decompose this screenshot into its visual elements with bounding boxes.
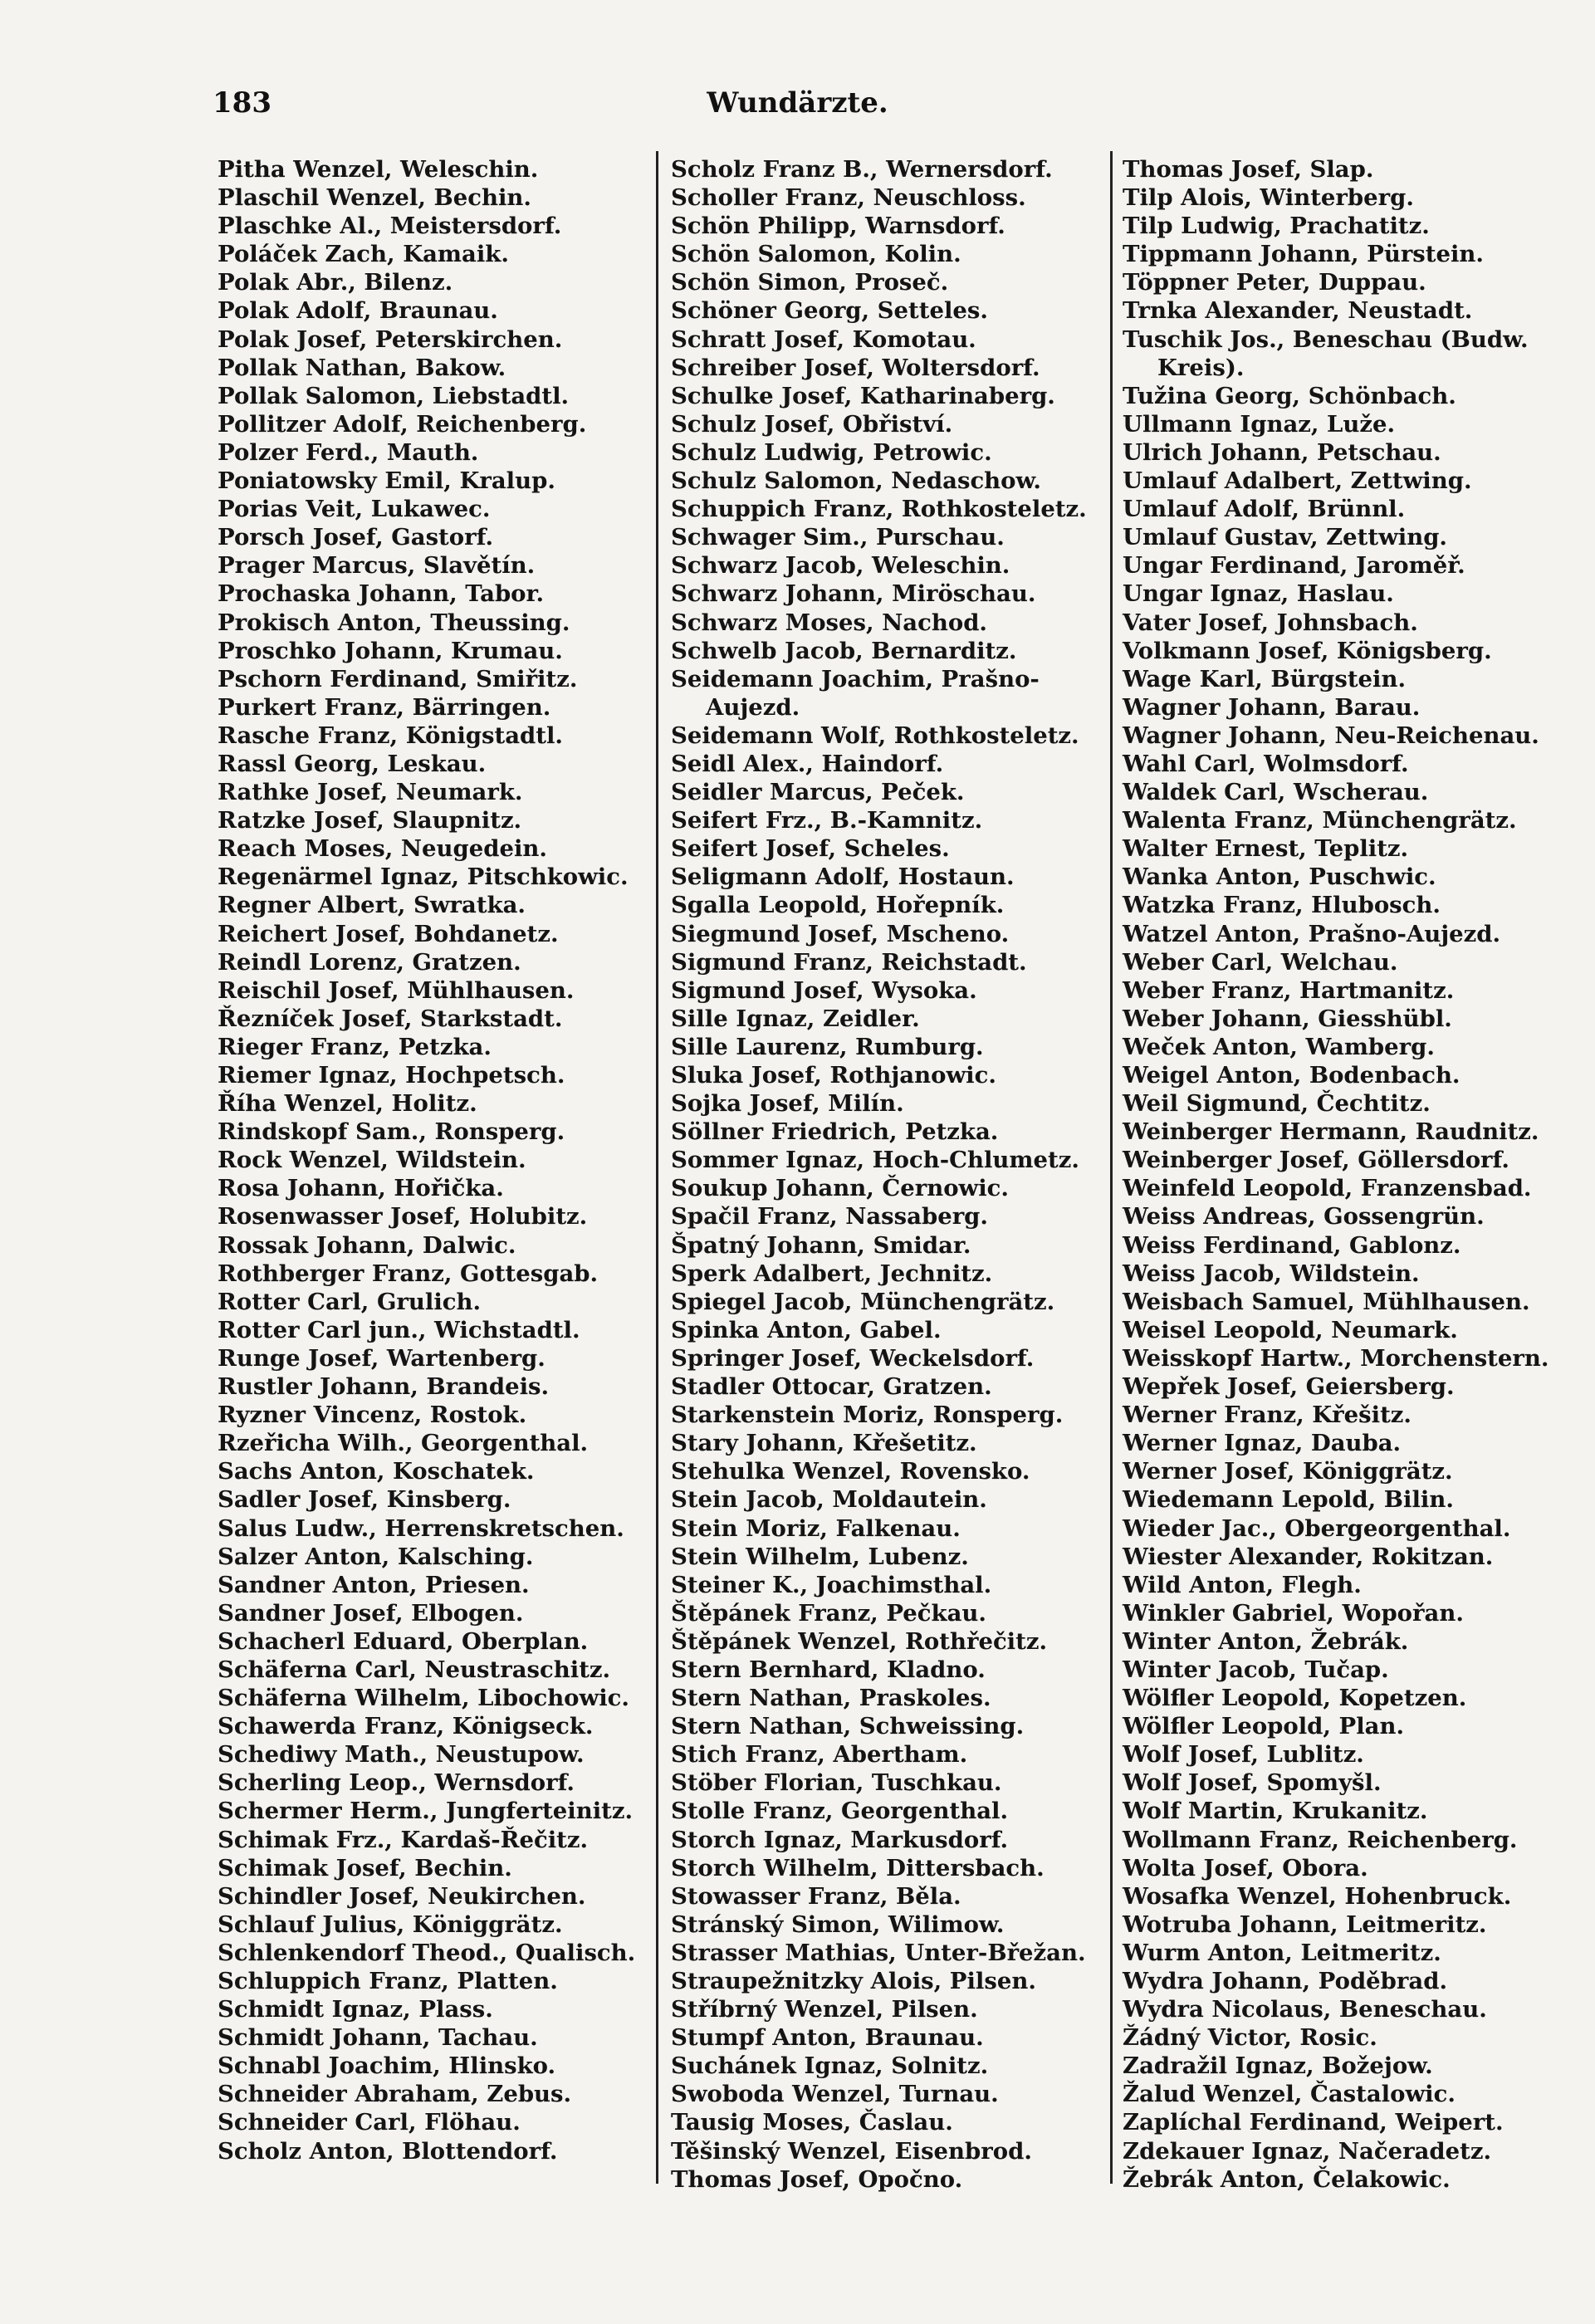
directory-entry: Thomas Josef, Opočno.: [671, 2165, 963, 2193]
directory-entry: Wolf Josef, Spomyšl.: [1123, 1769, 1382, 1797]
directory-entry: Žádný Victor, Rosic.: [1123, 2024, 1377, 2052]
directory-entry: Schäferna Wilhelm, Libochowic.: [218, 1685, 629, 1712]
directory-entry: Storch Ignaz, Markusdorf.: [671, 1826, 1009, 1853]
directory-entry: Scholz Anton, Blottendorf.: [218, 2137, 558, 2165]
directory-entry: Porsch Josef, Gastorf.: [218, 524, 494, 551]
directory-entry: Schneider Abraham, Zebus.: [218, 2081, 572, 2108]
directory-entry: Schlauf Julius, Königgrätz.: [218, 1911, 563, 1938]
directory-entry: Wiedemann Lepold, Bilin.: [1123, 1486, 1454, 1514]
directory-entry: Wepřek Josef, Geiersberg.: [1123, 1373, 1455, 1401]
directory-entry: Pollitzer Adolf, Reichenberg.: [218, 410, 587, 438]
directory-entry: Reischil Josef, Mühlhausen.: [218, 976, 575, 1004]
directory-entry: Spiegel Jacob, Münchengrätz.: [671, 1288, 1055, 1315]
directory-entry: Scholz Franz B., Wernersdorf.: [671, 156, 1053, 183]
directory-entry: Sperk Adalbert, Jechnitz.: [671, 1260, 993, 1287]
directory-entry: Sigmund Josef, Wysoka.: [671, 976, 977, 1004]
directory-entry: Zaplíchal Ferdinand, Weipert.: [1123, 2109, 1504, 2136]
directory-entry: Sommer Ignaz, Hoch-Chlumetz.: [671, 1147, 1079, 1174]
directory-entry: Schwarz Johann, Miröschau.: [671, 580, 1036, 608]
directory-entry: Stein Jacob, Moldautein.: [671, 1486, 987, 1514]
directory-entry: Prokisch Anton, Theussing.: [218, 609, 570, 636]
directory-entry: Wolta Josef, Obora.: [1123, 1854, 1368, 1881]
directory-entry: Ulrich Johann, Petschau.: [1123, 438, 1441, 466]
directory-entry: Winter Anton, Žebrák.: [1123, 1627, 1409, 1655]
directory-entry: Stumpf Anton, Braunau.: [671, 2024, 984, 2052]
directory-entry: Schulke Josef, Katharinaberg.: [671, 382, 1055, 409]
directory-entry: Říha Wenzel, Holitz.: [218, 1090, 477, 1118]
directory-entry: Wahl Carl, Wolmsdorf.: [1123, 750, 1409, 777]
directory-entry: Prochaska Johann, Tabor.: [218, 580, 545, 608]
directory-entry: Rock Wenzel, Wildstein.: [218, 1147, 526, 1174]
directory-entry: Tippmann Johann, Pürstein.: [1123, 241, 1485, 268]
directory-entry: Sojka Josef, Milín.: [671, 1090, 904, 1118]
directory-entry: Sadler Josef, Kinsberg.: [218, 1486, 511, 1514]
directory-entry: Stern Nathan, Praskoles.: [671, 1685, 991, 1712]
directory-entry: Schacherl Eduard, Oberplan.: [218, 1627, 589, 1655]
directory-entry: Siegmund Josef, Mscheno.: [671, 920, 1010, 947]
directory-entry: Polzer Ferd., Mauth.: [218, 438, 479, 466]
directory-entry: Polak Josef, Peterskirchen.: [218, 325, 563, 353]
directory-entry: Wollmann Franz, Reichenberg.: [1123, 1826, 1518, 1853]
directory-entry: Seifert Josef, Scheles.: [671, 835, 950, 863]
directory-entry: Wölfler Leopold, Plan.: [1123, 1713, 1405, 1740]
directory-entry: Stary Johann, Křešetitz.: [671, 1430, 977, 1457]
directory-entry: Wosafka Wenzel, Hohenbruck.: [1123, 1882, 1512, 1910]
directory-entry: Walenta Franz, Münchengrätz.: [1123, 807, 1517, 834]
directory-entry: Schreiber Josef, Woltersdorf.: [671, 354, 1040, 381]
page-number: 183: [213, 86, 272, 120]
directory-column-2: [671, 155, 1103, 2194]
directory-entry: Spinka Anton, Gabel.: [671, 1316, 942, 1343]
directory-entry: Sachs Anton, Koschatek.: [218, 1458, 535, 1485]
directory-entry: Ryzner Vincenz, Rostok.: [218, 1402, 527, 1429]
directory-entry: Stehulka Wenzel, Rovensko.: [671, 1458, 1030, 1485]
directory-entry: Schön Salomon, Kolin.: [671, 241, 961, 268]
directory-entry: Rosa Johann, Hořička.: [218, 1175, 504, 1202]
directory-entry: Starkenstein Moriz, Ronsperg.: [671, 1402, 1064, 1429]
directory-entry: Weinberger Josef, Göllersdorf.: [1123, 1147, 1509, 1174]
directory-entry: Stránský Simon, Wilimow.: [671, 1911, 1005, 1938]
directory-entry: Straupežnitzky Alois, Pilsen.: [671, 1968, 1036, 1994]
directory-entry: Weinberger Hermann, Raudnitz.: [1123, 1118, 1539, 1146]
directory-entry: Spačil Franz, Nassaberg.: [671, 1203, 988, 1230]
directory-column-3: [1123, 155, 1558, 2194]
directory-entry: Weber Carl, Welchau.: [1123, 948, 1398, 976]
directory-entry: Scholler Franz, Neuschloss.: [671, 184, 1026, 212]
directory-entry: Sgalla Leopold, Hořepník.: [671, 892, 1005, 919]
directory-entry: Waldek Carl, Wscherau.: [1123, 779, 1429, 806]
directory-entry: Štěpánek Wenzel, Rothřečitz.: [671, 1627, 1048, 1655]
directory-entry: Umlauf Adalbert, Zettwing.: [1123, 467, 1472, 495]
directory-entry: Runge Josef, Wartenberg.: [218, 1344, 546, 1372]
directory-entry: Schwarz Moses, Nachod.: [671, 609, 987, 636]
directory-entry: Schawerda Franz, Königseck.: [218, 1713, 594, 1740]
directory-entry: Stříbrný Wenzel, Pilsen.: [671, 1996, 978, 2023]
directory-entry: Seidemann Wolf, Rothkosteletz.: [671, 722, 1079, 749]
directory-entry: Tuschik Jos., Beneschau (Budw. Kreis).: [1123, 325, 1529, 381]
directory-entry: Zdekauer Ignaz, Načeradetz.: [1123, 2137, 1492, 2165]
directory-entry: Wiester Alexander, Rokitzan.: [1123, 1543, 1494, 1570]
directory-entry: Weiss Jacob, Wildstein.: [1123, 1260, 1420, 1287]
directory-entry: Soukup Johann, Černowic.: [671, 1175, 1009, 1202]
directory-entry: Rosenwasser Josef, Holubitz.: [218, 1203, 588, 1230]
directory-entry: Seligmann Adolf, Hostaun.: [671, 864, 1015, 891]
directory-entry: Weisskopf Hartw., Morchenstern.: [1123, 1344, 1549, 1372]
directory-entry: Stadler Ottocar, Gratzen.: [671, 1373, 992, 1401]
directory-entry: Pschorn Ferdinand, Smiřitz.: [218, 665, 578, 692]
directory-entry: Werner Ignaz, Dauba.: [1123, 1430, 1402, 1457]
directory-entry: Polak Adolf, Braunau.: [218, 297, 498, 325]
directory-entry: Sluka Josef, Rothjanowic.: [671, 1062, 996, 1089]
directory-entry: Seifert Frz., B.-Kamnitz.: [671, 807, 983, 834]
directory-entry: Schön Simon, Proseč.: [671, 269, 949, 296]
directory-entry: Regner Albert, Swratka.: [218, 892, 526, 919]
directory-entry: Watzel Anton, Prašno-Aujezd.: [1123, 920, 1501, 947]
directory-entry: Reichert Josef, Bohdanetz.: [218, 920, 559, 947]
directory-entry: Wölfler Leopold, Kopetzen.: [1123, 1685, 1467, 1712]
directory-entry: Trnka Alexander, Neustadt.: [1123, 297, 1473, 325]
directory-entry: Salzer Anton, Kalsching.: [218, 1543, 534, 1570]
directory-entry: Purkert Franz, Bärringen.: [218, 693, 551, 721]
directory-entry: Wolf Martin, Krukanitz.: [1123, 1798, 1428, 1825]
directory-entry: Schwelb Jacob, Bernarditz.: [671, 637, 1017, 664]
directory-entry: Vater Josef, Johnsbach.: [1123, 609, 1418, 636]
directory-entry: Schön Philipp, Warnsdorf.: [671, 213, 1005, 240]
directory-entry: Umlauf Adolf, Brünnl.: [1123, 496, 1406, 523]
directory-entry: Wotruba Johann, Leitmeritz.: [1123, 1911, 1487, 1938]
directory-entry: Poláček Zach, Kamaik.: [218, 241, 509, 268]
directory-entry: Rustler Johann, Brandeis.: [218, 1373, 550, 1401]
directory-entry: Weil Sigmund, Čechtitz.: [1123, 1090, 1431, 1118]
directory-entry: Schermer Herm., Jungferteinitz.: [218, 1798, 634, 1825]
directory-entry: Štěpánek Franz, Pečkau.: [671, 1599, 986, 1627]
page-title: Wundärzte.: [707, 86, 888, 120]
directory-entry: Zadražil Ignaz, Božejow.: [1123, 2052, 1433, 2080]
directory-entry: Sille Ignaz, Zeidler.: [671, 1005, 920, 1032]
directory-entry: Weisbach Samuel, Mühlhausen.: [1123, 1288, 1530, 1315]
directory-entry: Stern Bernhard, Kladno.: [671, 1656, 986, 1683]
directory-entry: Wanka Anton, Puschwic.: [1123, 864, 1436, 891]
directory-entry: Schulz Josef, Obřiství.: [671, 410, 953, 438]
directory-entry: Stowasser Franz, Běla.: [671, 1882, 961, 1910]
directory-entry: Seidler Marcus, Peček.: [671, 779, 965, 806]
directory-entry: Poniatowsky Emil, Kralup.: [218, 467, 555, 495]
directory-entry: Tausig Moses, Časlau.: [671, 2109, 953, 2136]
directory-entry: Tužina Georg, Schönbach.: [1123, 382, 1456, 409]
directory-entry: Rossak Johann, Dalwic.: [218, 1231, 516, 1259]
directory-entry: Reach Moses, Neugedein.: [218, 835, 547, 863]
directory-entry: Pitha Wenzel, Weleschin.: [218, 156, 539, 183]
directory-entry: Schindler Josef, Neukirchen.: [218, 1882, 586, 1910]
directory-entry: Polak Abr., Bilenz.: [218, 269, 453, 296]
directory-entry: Thomas Josef, Slap.: [1123, 156, 1374, 183]
directory-entry: Pollak Nathan, Bakow.: [218, 354, 506, 381]
directory-entry: Reindl Lorenz, Gratzen.: [218, 948, 521, 976]
directory-entry: Schimak Frz., Kardaš-Řečitz.: [218, 1826, 589, 1853]
directory-entry: Rothberger Franz, Gottesgab.: [218, 1260, 599, 1287]
directory-entry: Regenärmel Ignaz, Pitschkowic.: [218, 864, 629, 891]
directory-entry: Wage Karl, Bürgstein.: [1123, 665, 1407, 692]
directory-entry: Ullmann Ignaz, Luže.: [1123, 410, 1396, 438]
directory-entry: Ungar Ferdinand, Jaroměř.: [1123, 552, 1465, 580]
directory-entry: Schmidt Ignaz, Plass.: [218, 1996, 493, 2023]
directory-entry: Töppner Peter, Duppau.: [1123, 269, 1426, 296]
directory-entry: Schimak Josef, Bechin.: [218, 1854, 512, 1881]
directory-entry: Ungar Ignaz, Haslau.: [1123, 580, 1394, 608]
directory-entry: Sandner Anton, Priesen.: [218, 1571, 530, 1598]
directory-entry: Rasche Franz, Königstadtl.: [218, 722, 563, 749]
directory-entry: Wild Anton, Flegh.: [1123, 1571, 1362, 1598]
directory-entry: Strasser Mathias, Unter-Břežan.: [671, 1939, 1086, 1966]
directory-entry: Weiss Andreas, Gossengrün.: [1123, 1203, 1485, 1230]
directory-entry: Wieder Jac., Obergeorgenthal.: [1123, 1514, 1511, 1542]
directory-entry: Rieger Franz, Petzka.: [218, 1033, 492, 1060]
directory-entry: Werner Franz, Křešitz.: [1123, 1402, 1412, 1429]
directory-entry: Rzeřicha Wilh., Georgenthal.: [218, 1430, 589, 1457]
directory-entry: Žebrák Anton, Čelakowic.: [1123, 2165, 1451, 2193]
directory-entry: Stein Wilhelm, Lubenz.: [671, 1543, 969, 1570]
directory-entry: Stern Nathan, Schweissing.: [671, 1713, 1025, 1740]
directory-entry: Rotter Carl, Grulich.: [218, 1288, 482, 1315]
directory-entry: Werner Josef, Königgrätz.: [1123, 1458, 1453, 1485]
directory-entry: Rathke Josef, Neumark.: [218, 779, 523, 806]
directory-entry: Steiner K., Joachimsthal.: [671, 1571, 992, 1598]
directory-entry: Prager Marcus, Slavětín.: [218, 552, 536, 580]
directory-entry: Schwager Sim., Purschau.: [671, 524, 1005, 551]
directory-entry: Wydra Johann, Poděbrad.: [1123, 1968, 1448, 1994]
directory-entry: Weigel Anton, Bodenbach.: [1123, 1062, 1460, 1089]
directory-entry: Wagner Johann, Neu-Reichenau.: [1123, 722, 1539, 749]
directory-entry: Wagner Johann, Barau.: [1123, 693, 1421, 721]
directory-entry: Rotter Carl jun., Wichstadtl.: [218, 1316, 580, 1343]
directory-entry: Schlenkendorf Theod., Qualisch.: [218, 1939, 636, 1966]
directory-entry: Söllner Friedrich, Petzka.: [671, 1118, 999, 1146]
directory-entry: Sille Laurenz, Rumburg.: [671, 1033, 984, 1060]
directory-entry: Winter Jacob, Tučap.: [1123, 1656, 1389, 1683]
directory-entry: Wurm Anton, Leitmeritz.: [1123, 1939, 1441, 1966]
directory-entry: Storch Wilhelm, Dittersbach.: [671, 1854, 1045, 1881]
directory-entry: Weisel Leopold, Neumark.: [1123, 1316, 1458, 1343]
column-divider: [656, 151, 658, 2184]
page-header: [0, 81, 1595, 131]
directory-entry: Stolle Franz, Georgenthal.: [671, 1798, 1009, 1825]
directory-entry: Pollak Salomon, Liebstadtl.: [218, 382, 570, 409]
directory-entry: Walter Ernest, Teplitz.: [1123, 835, 1409, 863]
directory-entry: Schneider Carl, Flöhau.: [218, 2109, 521, 2136]
directory-entry: Weber Johann, Giesshübl.: [1123, 1005, 1452, 1032]
directory-entry: Wolf Josef, Lublitz.: [1123, 1741, 1364, 1769]
directory-entry: Špatný Johann, Smidar.: [671, 1231, 971, 1259]
directory-entry: Winkler Gabriel, Wopořan.: [1123, 1599, 1464, 1627]
directory-entry: Wydra Nicolaus, Beneschau.: [1123, 1996, 1487, 2023]
directory-entry: Weber Franz, Hartmanitz.: [1123, 976, 1455, 1004]
directory-entry: Schuppich Franz, Rothkosteletz.: [671, 496, 1087, 523]
directory-entry: Umlauf Gustav, Zettwing.: [1123, 524, 1448, 551]
directory-entry: Tilp Alois, Winterberg.: [1123, 184, 1414, 212]
directory-entry: Volkmann Josef, Königsberg.: [1123, 637, 1492, 664]
directory-entry: Žalud Wenzel, Častalowic.: [1123, 2081, 1456, 2108]
directory-entry: Těšinský Wenzel, Eisenbrod.: [671, 2137, 1032, 2165]
directory-entry: Plaschil Wenzel, Bechin.: [218, 184, 531, 212]
directory-entry: Suchánek Ignaz, Solnitz.: [671, 2052, 989, 2080]
directory-entry: Watzka Franz, Hlubosch.: [1123, 892, 1441, 919]
directory-entry: Porias Veit, Lukawec.: [218, 496, 491, 523]
directory-entry: Rindskopf Sam., Ronsperg.: [218, 1118, 565, 1146]
directory-entry: Sigmund Franz, Reichstadt.: [671, 948, 1027, 976]
directory-entry: Schediwy Math., Neustupow.: [218, 1741, 585, 1769]
directory-entry: Stein Moriz, Falkenau.: [671, 1514, 961, 1542]
directory-entry: Weinfeld Leopold, Franzensbad.: [1123, 1175, 1532, 1202]
directory-entry: Schmidt Johann, Tachau.: [218, 2024, 538, 2052]
directory-entry: Schratt Josef, Komotau.: [671, 325, 976, 353]
directory-entry: Stöber Florian, Tuschkau.: [671, 1769, 1002, 1797]
directory-entry: Ratzke Josef, Slaupnitz.: [218, 807, 522, 834]
directory-entry: Schöner Georg, Setteles.: [671, 297, 988, 325]
directory-entry: Schwarz Jacob, Weleschin.: [671, 552, 1010, 580]
directory-entry: Tilp Ludwig, Prachatitz.: [1123, 213, 1430, 240]
directory-entry: Schäferna Carl, Neustraschitz.: [218, 1656, 611, 1683]
directory-column-1: [218, 155, 649, 2165]
directory-entry: Salus Ludw., Herrenskretschen.: [218, 1514, 624, 1542]
directory-entry: Řezníček Josef, Starkstadt.: [218, 1005, 563, 1032]
directory-entry: Sandner Josef, Elbogen.: [218, 1599, 524, 1627]
directory-entry: Scherling Leop., Wernsdorf.: [218, 1769, 575, 1797]
directory-entry: Schulz Salomon, Nedaschow.: [671, 467, 1042, 495]
directory-entry: Weiss Ferdinand, Gablonz.: [1123, 1231, 1461, 1259]
directory-entry: Riemer Ignaz, Hochpetsch.: [218, 1062, 565, 1089]
directory-entry: Weček Anton, Wamberg.: [1123, 1033, 1435, 1060]
column-divider: [1110, 151, 1113, 2184]
directory-entry: Seidl Alex., Haindorf.: [671, 750, 944, 777]
directory-entry: Rassl Georg, Leskau.: [218, 750, 487, 777]
directory-entry: Schulz Ludwig, Petrowic.: [671, 438, 992, 466]
directory-entry: Proschko Johann, Krumau.: [218, 637, 563, 664]
directory-entry: Schluppich Franz, Platten.: [218, 1968, 558, 1994]
directory-entry: Plaschke Al., Meistersdorf.: [218, 213, 562, 240]
directory-entry: Swoboda Wenzel, Turnau.: [671, 2081, 999, 2108]
directory-entry: Seidemann Joachim, Prašno-Aujezd.: [671, 665, 1040, 721]
directory-entry: Schnabl Joachim, Hlinsko.: [218, 2052, 556, 2080]
directory-entry: Springer Josef, Weckelsdorf.: [671, 1344, 1035, 1372]
directory-entry: Stich Franz, Abertham.: [671, 1741, 968, 1769]
